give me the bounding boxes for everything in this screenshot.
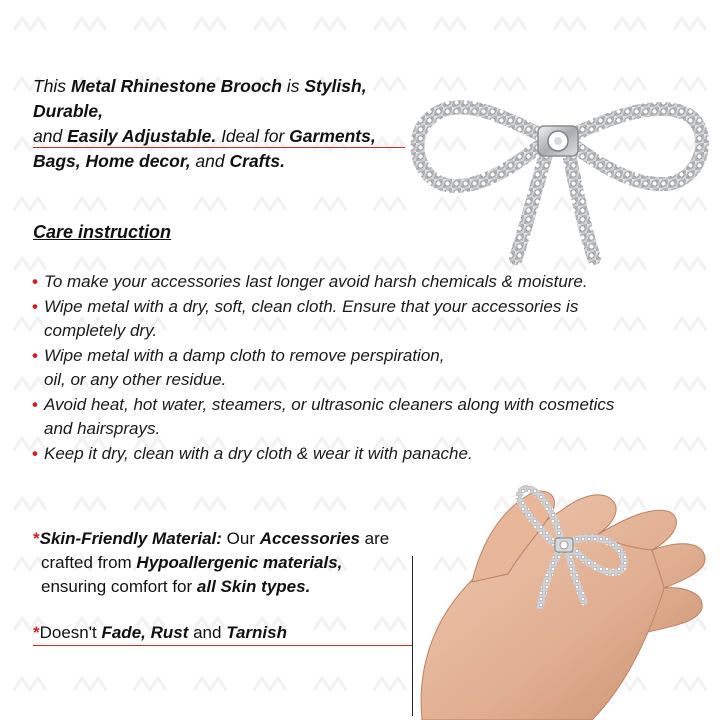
list-item: [32, 295, 682, 344]
asterisk-icon: *: [33, 529, 40, 548]
accessories-word: Accessories: [259, 529, 360, 548]
fade-text-part: and: [188, 623, 227, 642]
list-item-text: Avoid heat, hot water, steamers, or ultrasonic cleaners along with cosmetics: [44, 394, 615, 414]
product-name: Metal Rhinestone Brooch: [70, 76, 282, 96]
list-item: [32, 344, 682, 393]
intro-text-part: and: [190, 151, 230, 171]
skin-text-part: crafted from: [41, 553, 137, 572]
use-bags-home: Bags, Home decor,: [33, 151, 191, 171]
skin-text-part: are: [359, 529, 390, 548]
care-instruction-heading: Care instruction: [33, 222, 172, 242]
bullet-icon: •: [32, 345, 38, 365]
skin-line-2: [33, 551, 413, 575]
care-instruction-list: [32, 270, 682, 466]
list-item-text-cont: oil, or any other residue.: [44, 370, 227, 389]
hypoallergenic-word: Hypoallergenic materials,: [136, 553, 343, 572]
quality-words-2: Easily Adjustable.: [67, 126, 217, 146]
photo-frame-line: [412, 556, 413, 716]
list-item-text: Keep it dry, clean with a dry cloth & wear it with panache.: [44, 443, 473, 463]
list-item-text-cont: and hairsprays.: [44, 419, 161, 438]
skin-text-part: ensuring comfort for: [41, 577, 197, 596]
bullet-icon: •: [32, 394, 38, 414]
bullet-icon: •: [32, 272, 38, 291]
quality-words: Stylish, Durable,: [33, 76, 367, 121]
intro-text-part: This: [33, 76, 71, 96]
intro-text-part: is: [281, 76, 305, 96]
intro-text: [33, 74, 423, 174]
bullet-icon: •: [32, 443, 38, 463]
fade-rust-words: Fade, Rust: [101, 623, 189, 642]
list-item-text: To make your accessories last longer avoid harsh chemicals & moisture.: [44, 272, 588, 291]
tarnish-word: Tarnish: [226, 623, 287, 642]
list-item: [32, 393, 682, 442]
intro-text-part: and: [33, 126, 68, 146]
bullet-icon: •: [32, 296, 38, 316]
skin-friendly-text: [33, 527, 413, 599]
bottom-divider: [33, 645, 413, 646]
skin-line-3: [33, 575, 413, 599]
list-item: [32, 270, 682, 295]
asterisk-icon: *: [33, 623, 40, 642]
intro-text-part: Ideal for: [216, 126, 290, 146]
skin-text-part: Our: [221, 529, 260, 548]
brooch-product-image: [398, 80, 718, 270]
all-skin-types: all Skin types.: [196, 577, 311, 596]
list-item-text: Wipe metal with a damp cloth to remove perspiration,: [44, 345, 445, 365]
no-fade-text: [33, 623, 287, 643]
skin-friendly-label: Skin-Friendly Material:: [39, 529, 222, 548]
intro-divider: [33, 147, 405, 148]
hand-holding-brooch-image: [412, 470, 720, 720]
fade-text-part: Doesn't: [39, 623, 102, 642]
list-item: [32, 442, 682, 467]
list-item-text-cont: completely dry.: [44, 321, 158, 340]
use-crafts: Crafts.: [229, 151, 285, 171]
list-item-text: Wipe metal with a dry, soft, clean cloth. Ensure that your accessories is: [44, 296, 579, 316]
use-garments: Garments,: [289, 126, 376, 146]
